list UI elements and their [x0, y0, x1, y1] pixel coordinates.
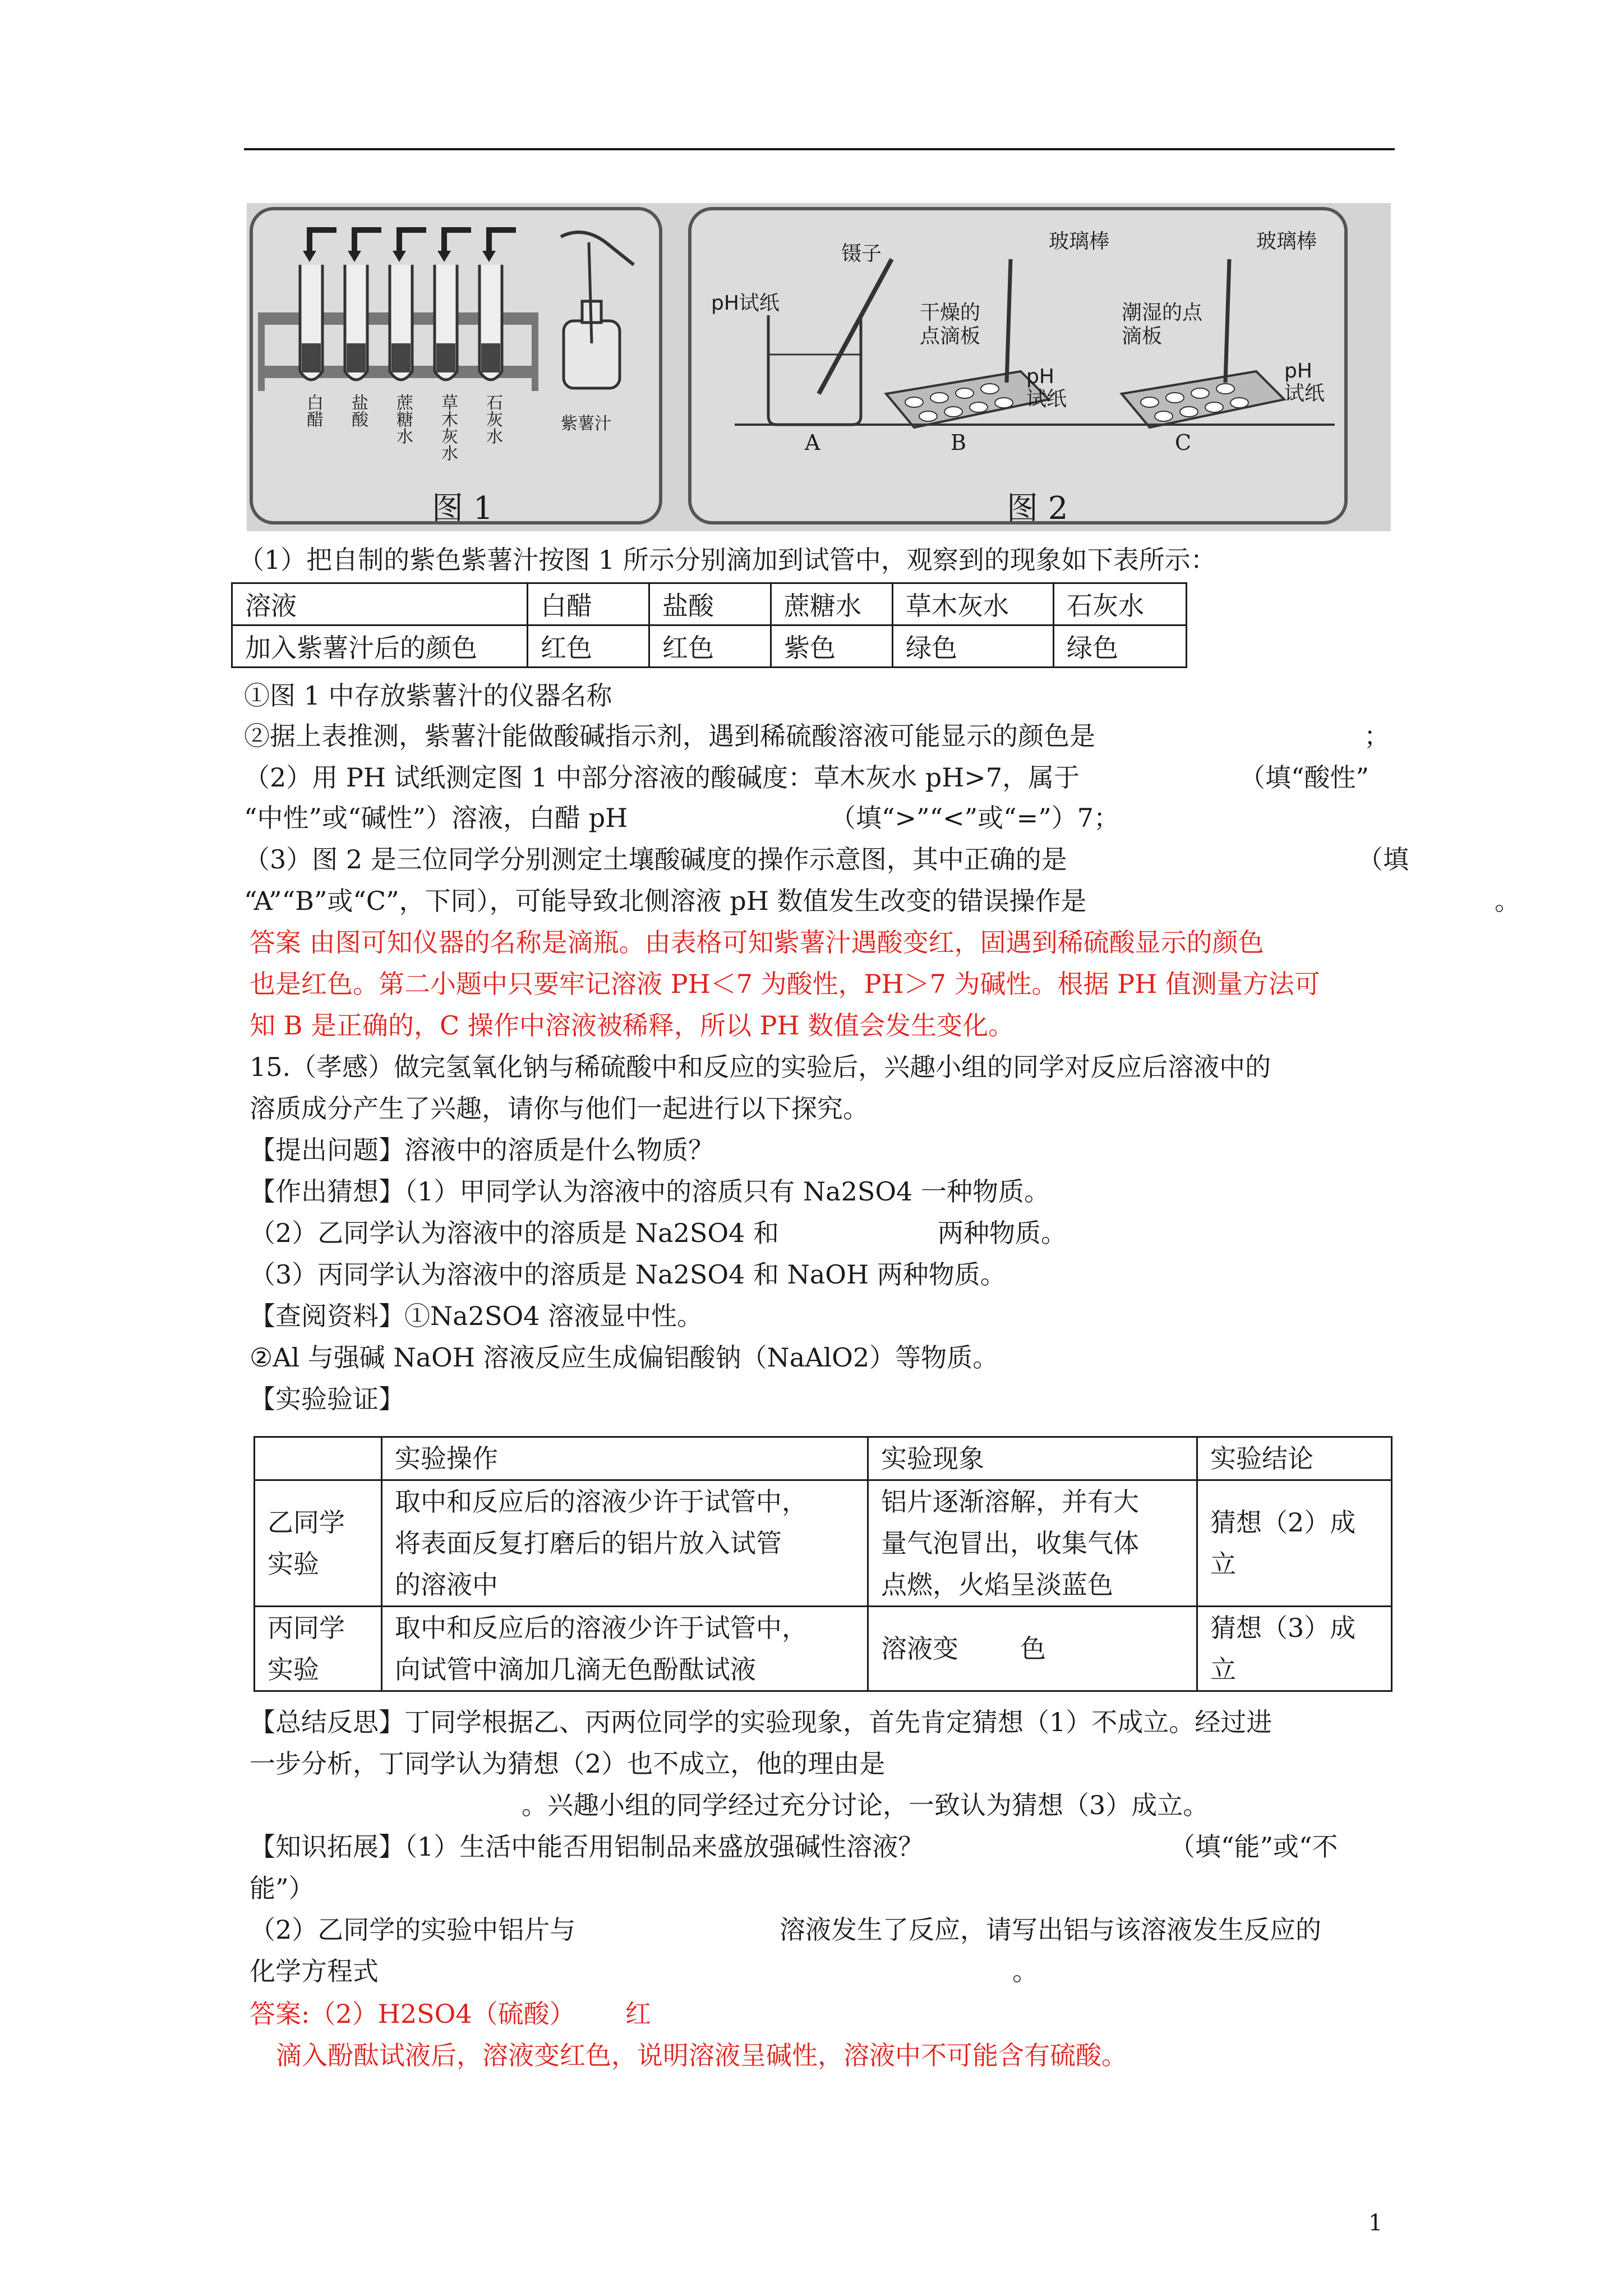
table-cell: 加入紫薯汁后的颜色 — [232, 625, 528, 668]
table-cell — [1197, 1480, 1392, 1607]
table-cell: 红色 — [528, 625, 649, 668]
page-number: 1 — [1368, 2210, 1383, 2236]
q15-knowledge-1: 【知识拓展】（1）生活中能否用铝制品来盛放强碱性溶液？ — [250, 1832, 924, 1862]
q15-line-5b: 两种物质。 — [938, 1218, 1067, 1248]
cell-line: 实验 — [268, 1654, 319, 1685]
color-table — [231, 582, 1187, 668]
q14-line-d1-end: （填 — [1357, 844, 1409, 875]
cell-line: 将表面反复打磨后的铝片放入试管 — [395, 1528, 782, 1558]
table-cell: 紫色 — [771, 625, 893, 668]
cell-line: 实验 — [268, 1549, 319, 1579]
cell-line: 取中和反应后的溶液少许于试管中， — [395, 1613, 808, 1643]
q15-line-8: ②Al 与强碱 NaOH 溶液反应生成偏铝酸钠（NaAlO2）等物质。 — [250, 1342, 999, 1373]
q15-knowledge-4-end: 。 — [1012, 1956, 1038, 1986]
cell-line: 铝片逐渐溶解，并有大 — [881, 1487, 1139, 1517]
q14-line-c1-end: （填“酸性” — [1239, 762, 1370, 793]
q15-knowledge-3a: （2）乙同学的实验中铝片与 — [250, 1915, 576, 1945]
tube-label-1: 白醋 — [303, 394, 323, 427]
figure-2-caption: 图 2 — [1007, 490, 1068, 527]
tube-label-2: 盐酸 — [348, 394, 368, 427]
cell-text: 溶液变 — [881, 1634, 958, 1664]
q15-knowledge-3b: 溶液发生了反应，请写出铝与该溶液发生反应的 — [780, 1915, 1321, 1945]
cell-line: 向试管中滴加几滴无色酚酞试液 — [395, 1654, 756, 1685]
q14-answer-2: 也是红色。第二小题中只要牢记溶液 PH＜7 为酸性，PH＞7 为碱性。根据 PH 值测量方法可 — [250, 969, 1320, 999]
table-cell: 盐酸 — [649, 583, 771, 625]
tube-label-3: 蔗糖水 — [393, 394, 413, 444]
table-cell: 石灰水 — [1054, 583, 1187, 625]
q15-line-9: 【实验验证】 — [250, 1384, 404, 1414]
table-row — [232, 583, 1187, 625]
q15-line-5a: （2）乙同学认为溶液中的溶质是 Na2SO4 和 — [250, 1218, 779, 1248]
wet-plate-label: 潮湿的点滴板 — [1122, 301, 1203, 348]
experiment-figure — [247, 203, 1391, 531]
cell-line: 立 — [1210, 1549, 1236, 1579]
table-row — [255, 1607, 1392, 1691]
q15-line-6: （3）丙同学认为溶液中的溶质是 Na2SO4 和 NaOH 两种物质。 — [250, 1259, 1006, 1290]
label-b: B — [951, 430, 966, 455]
q14-answer-3: 知 B 是正确的，C 操作中溶液被稀释，所以 PH 数值会发生变化。 — [250, 1010, 1015, 1041]
dry-plate-label: 干燥的点滴板 — [920, 301, 981, 348]
table-cell — [382, 1480, 868, 1607]
cell-line: 取中和反应后的溶液少许于试管中， — [395, 1487, 808, 1517]
cell-line: 的溶液中 — [395, 1570, 498, 1600]
table-cell — [1197, 1607, 1392, 1691]
q15-knowledge-1-end: （填“能”或“不 — [1169, 1832, 1338, 1862]
table-cell — [255, 1480, 382, 1607]
q14-line-c1: （2）用 PH 试纸测定图 1 中部分溶液的酸碱度：草木灰水 pH>7，属于 — [244, 762, 1080, 793]
table-cell: 白醋 — [528, 583, 649, 625]
table-cell — [382, 1607, 868, 1691]
q14-answer-1: 答案 由图可知仪器的名称是滴瓶。由表格可知紫薯汁遇酸变红，固遇到稀硫酸显示的颜色 — [250, 927, 1264, 958]
q15-summary-2: 一步分析，丁同学认为猜想（2）也不成立，他的理由是 — [250, 1749, 886, 1779]
table-cell — [255, 1437, 382, 1480]
cell-line: 立 — [1210, 1654, 1236, 1685]
q15-answer-2: 滴入酚酞试液后，溶液变红色，说明溶液呈碱性，溶液中不可能含有硫酸。 — [276, 2040, 1127, 2070]
q14-line-d2: “A”“B”或“C”，下同），可能导致北侧溶液 pH 数值发生改变的错误操作是 — [244, 886, 1087, 916]
cell-line: 量气泡冒出，收集气体 — [881, 1528, 1139, 1558]
table-cell: 草木灰水 — [893, 583, 1054, 625]
q14-line-b: ②据上表推测，紫薯汁能做酸碱指示剂，遇到稀硫酸溶液可能显示的颜色是 — [244, 721, 1095, 751]
table-cell — [868, 1480, 1197, 1607]
q14-line-a: ①图 1 中存放紫薯汁的仪器名称 — [244, 680, 612, 711]
cell-line: 丙同学 — [268, 1613, 345, 1643]
q15-answer-1a: 答案:（2）H2SO4（硫酸） — [250, 1999, 575, 2029]
cell-line: 猜想（2）成 — [1210, 1507, 1356, 1538]
q15-line-2: 溶质成分产生了兴趣，请你与他们一起进行以下探究。 — [250, 1093, 869, 1124]
tube-label-4: 草木灰水 — [438, 394, 458, 461]
table-cell — [255, 1607, 382, 1691]
q14-line-b-end: ； — [1364, 721, 1390, 751]
table-cell: 实验结论 — [1197, 1437, 1392, 1480]
q15-line-4: 【作出猜想】（1）甲同学认为溶液中的溶质只有 Na2SO4 一种物质。 — [250, 1176, 1050, 1207]
q15-answer-1b: 红 — [625, 1999, 651, 2029]
glass-rod-label-c: 玻璃棒 — [1256, 230, 1317, 253]
label-a: A — [805, 430, 820, 455]
table-row — [255, 1437, 1392, 1480]
experiment-table — [253, 1436, 1393, 1692]
header-rule — [244, 148, 1395, 150]
cell-line: 乙同学 — [268, 1507, 345, 1538]
q15-knowledge-2: 能”） — [250, 1873, 315, 1903]
ph-paper-label-b: pH试纸 — [1026, 365, 1067, 411]
table-row — [255, 1480, 1392, 1607]
q14-intro: （1）把自制的紫色紫薯汁按图 1 所示分别滴加到试管中，观察到的现象如下表所示： — [238, 545, 1216, 575]
table-row — [232, 625, 1187, 668]
q14-line-c2: “中性”或“碱性”）溶液，白醋 pH — [244, 803, 628, 833]
tweezers-label: 镊子 — [841, 242, 882, 265]
table-cell: 绿色 — [1054, 625, 1187, 668]
cell-line: 猜想（3）成 — [1210, 1613, 1356, 1643]
q15-summary-1: 【总结反思】丁同学根据乙、丙两位同学的实验现象，首先肯定猜想（1）不成立。经过进 — [250, 1707, 1272, 1737]
figure-drawing — [247, 203, 1391, 531]
q14-line-d1: （3）图 2 是三位同学分别测定土壤酸碱度的操作示意图，其中正确的是 — [244, 844, 1067, 875]
label-c: C — [1175, 430, 1192, 455]
glass-rod-label-b: 玻璃棒 — [1049, 230, 1110, 253]
table-cell: 绿色 — [893, 625, 1054, 668]
table-cell — [868, 1607, 1197, 1691]
table-cell: 实验现象 — [868, 1437, 1197, 1480]
ph-paper-label-c: pH试纸 — [1284, 360, 1325, 405]
table-cell: 红色 — [649, 625, 771, 668]
cell-line: 点燃，火焰呈淡蓝色 — [881, 1570, 1113, 1600]
q15-line-7: 【查阅资料】①Na2SO4 溶液显中性。 — [250, 1301, 703, 1331]
cell-text: 色 — [1020, 1634, 1046, 1664]
ph-paper-label: pH试纸 — [711, 292, 780, 315]
q14-line-c2-mid: （填“>”“<”或“=”）7； — [830, 803, 1119, 833]
bottle-label: 紫薯汁 — [561, 414, 611, 434]
q15-line-1: 15.（孝感）做完氢氧化钠与稀硫酸中和反应的实验后，兴趣小组的同学对反应后溶液中的 — [250, 1052, 1271, 1082]
q15-line-3: 【提出问题】溶液中的溶质是什么物质？ — [250, 1135, 714, 1165]
q15-knowledge-4: 化学方程式 — [250, 1956, 379, 1986]
figure-1-caption: 图 1 — [432, 490, 494, 527]
tube-label-5: 石灰水 — [483, 394, 502, 444]
table-cell: 溶液 — [232, 583, 528, 625]
table-cell: 蔗糖水 — [771, 583, 893, 625]
q15-summary-3: 。兴趣小组的同学经过充分讨论，一致认为猜想（3）成立。 — [522, 1790, 1209, 1820]
table-cell: 实验操作 — [382, 1437, 868, 1480]
q14-line-d2-end: 。 — [1495, 886, 1520, 916]
